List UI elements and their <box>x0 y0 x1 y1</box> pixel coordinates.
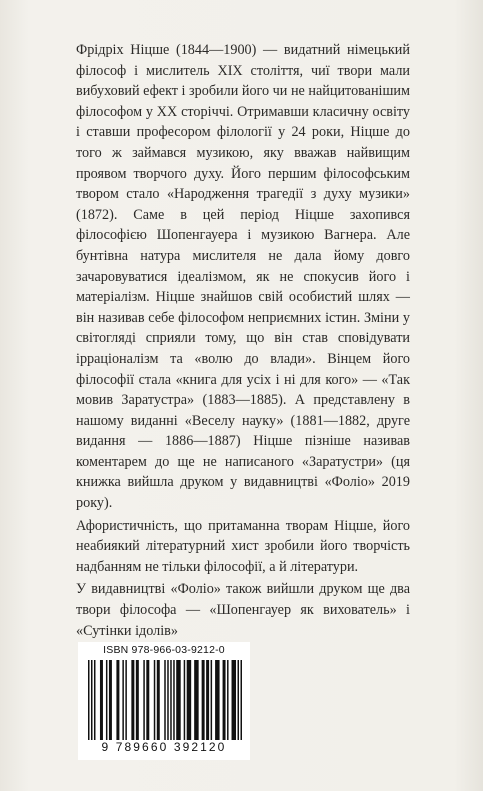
barcode-bar <box>232 660 236 740</box>
barcode-bar <box>167 660 169 740</box>
barcode-bar <box>143 660 145 740</box>
barcode-bar <box>227 660 229 740</box>
barcode-image <box>88 660 242 740</box>
barcode-bar <box>109 660 112 740</box>
description-text <box>76 40 410 643</box>
barcode-bar <box>94 660 96 740</box>
barcode-bar <box>238 660 240 740</box>
barcode-bar <box>184 660 186 740</box>
barcode-bar <box>116 660 119 740</box>
barcode-bar <box>187 660 191 740</box>
isbn-barcode-block <box>78 642 250 760</box>
barcode-bar <box>176 660 180 740</box>
isbn-number: ISBN 978-966-03-9212-0 <box>103 644 225 656</box>
barcode-bar <box>211 660 213 740</box>
barcode-bar <box>125 660 127 740</box>
barcode-bar <box>202 660 205 740</box>
barcode-bar <box>154 660 156 740</box>
barcode-bar <box>131 660 134 740</box>
paragraph-biography: Фрідріх Ніцше (1844—1900) — видатний німецький філософ і мислитель XIX століття, чиї твори мали вибуховий ефект і зробили його чи не найцитованішим філософом у XX сторіччі. Отримавши класичну освіту і ставши професором філології у 24 роки, Ніцше до того ж займався музикою, яку вважав найвищим проявом творчого духу. Його першим філософським твором стало «Народження трагедії з духу музики» (1872). Саме в цей період Ніцше захопився філософією Шопенгауера і музикою Вагнера. Але бунтівна натура мислителя не дала йому довго зачаровуватися ідеалізмом, як не спокусив його і матеріалізм. Ніцше знайшов свій особистий шлях — він називав себе філософом неприємних істин. Зміни у світогляді сприяли тому, що він став сповідувати ірраціоналізм та «волю до влади». Вінцем його філософії стала «книга для усіх і ні для кого» — «Так мовив Заратустра» (1883—1885). А представлену в нашому виданні «Веселу науку» (1881—1882, друге видання — 1886—1887) Ніцше пізніше називав коментарем до ще не написаного «Заратустри» (ця книжка вийшла друком у видавництві «Фоліо» 2019 року). <box>76 42 410 512</box>
barcode-digits: 9 789660 392120 <box>101 740 227 754</box>
barcode-bar <box>91 660 93 740</box>
barcode-bar <box>122 660 124 740</box>
barcode-bar <box>173 660 175 740</box>
barcode-bar <box>136 660 139 740</box>
barcode-bar <box>223 660 226 740</box>
barcode-bar <box>100 660 103 740</box>
paragraph-other-books: У видавництві «Фоліо» також вийшли друком ще два твори філософа — «Шопенгауер як вихователь» і «Сутінки ідолів» <box>76 581 410 639</box>
barcode-bar <box>146 660 149 740</box>
barcode-bar <box>206 660 209 740</box>
barcode-bar <box>88 660 90 740</box>
barcode-bar <box>215 660 219 740</box>
barcode-bar <box>106 660 108 740</box>
barcode-bar <box>164 660 166 740</box>
barcode-bar <box>170 660 172 740</box>
barcode-bar <box>157 660 160 740</box>
barcode-bar <box>194 660 198 740</box>
paragraph-aphorism: Афористичність, що притаманна творам Ніцше, його неабиякий літературний хист зробили його творчість надбанням не тільки філософії, а й літератури. <box>76 517 410 575</box>
barcode-bar <box>241 660 243 740</box>
